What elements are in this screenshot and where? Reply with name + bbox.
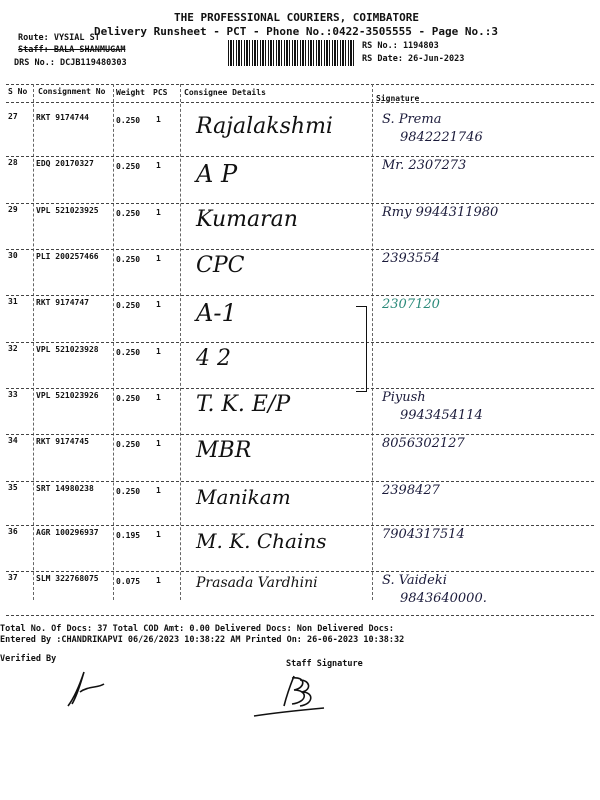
row-pcs: 1 bbox=[156, 254, 161, 263]
row-consignee-handwritten: CPC bbox=[196, 253, 245, 278]
row-signature-phone: 9943454114 bbox=[400, 408, 483, 423]
rs-date: RS Date: 26-Jun-2023 bbox=[362, 54, 465, 64]
row-pcs: 1 bbox=[156, 393, 161, 402]
row-consignee-handwritten: Kumaran bbox=[196, 207, 298, 232]
staff-label: Staff: BALA SHANMUGAM bbox=[18, 45, 126, 55]
row-sno: 36 bbox=[8, 527, 18, 536]
row-pcs: 1 bbox=[156, 347, 161, 356]
staff-signature bbox=[250, 668, 330, 720]
row-consignment-no: AGR 100296937 bbox=[36, 528, 99, 537]
rs-number: RS No.: 1194803 bbox=[362, 41, 439, 51]
row-weight: 0.250 bbox=[116, 162, 141, 171]
col-pcs: PCS bbox=[153, 88, 168, 97]
row-weight: 0.250 bbox=[116, 348, 141, 357]
row-weight: 0.250 bbox=[116, 116, 141, 125]
row-pcs: 1 bbox=[156, 115, 161, 124]
row-consignment-no: EDQ 20170327 bbox=[36, 159, 94, 168]
row-signature: 2393554 bbox=[382, 251, 440, 266]
row-divider bbox=[6, 249, 594, 250]
row-consignment-no: RKT 9174744 bbox=[36, 113, 89, 122]
row-consignee-handwritten: Rajalakshmi bbox=[196, 114, 333, 139]
row-divider bbox=[6, 203, 594, 204]
row-weight: 0.250 bbox=[116, 394, 141, 403]
row-consignee-handwritten: Manikam bbox=[196, 485, 291, 509]
row-divider bbox=[6, 388, 594, 389]
row-weight: 0.250 bbox=[116, 209, 141, 218]
row-weight: 0.075 bbox=[116, 577, 141, 586]
row-divider bbox=[6, 525, 594, 526]
row-consignee-handwritten: A-1 bbox=[196, 299, 237, 327]
row-signature-phone: 9842221746 bbox=[400, 130, 483, 145]
row-signature: Piyush bbox=[382, 390, 426, 405]
row-weight: 0.250 bbox=[116, 440, 141, 449]
verified-signature bbox=[60, 664, 110, 712]
row-consignee-handwritten: T. K. E/P bbox=[196, 392, 291, 417]
row-sno: 34 bbox=[8, 436, 18, 445]
row-sno: 37 bbox=[8, 573, 18, 582]
row-pcs: 1 bbox=[156, 161, 161, 170]
row-divider bbox=[6, 481, 594, 482]
company-title: THE PROFESSIONAL COURIERS, COIMBATORE bbox=[174, 11, 420, 24]
row-consignment-no: VPL 521023925 bbox=[36, 206, 99, 215]
staff-signature-label: Staff Signature bbox=[286, 659, 363, 669]
row-sno: 35 bbox=[8, 483, 18, 492]
row-weight: 0.250 bbox=[116, 487, 141, 496]
header-top-rule bbox=[6, 84, 594, 85]
col-consignment: Consignment No bbox=[38, 87, 106, 96]
row-signature: 2307120 bbox=[382, 297, 440, 312]
row-consignee-handwritten: 4 2 bbox=[196, 346, 231, 371]
row-signature: 8056302127 bbox=[382, 436, 465, 451]
row-divider bbox=[6, 571, 594, 572]
row-weight: 0.195 bbox=[116, 531, 141, 540]
row-signature: 7904317514 bbox=[382, 527, 465, 542]
row-consignment-no: VPL 521023926 bbox=[36, 391, 99, 400]
row-pcs: 1 bbox=[156, 208, 161, 217]
row-sno: 28 bbox=[8, 158, 18, 167]
col-sno: S No bbox=[8, 87, 28, 96]
row-divider bbox=[6, 295, 594, 296]
row-consignee-handwritten: MBR bbox=[196, 438, 252, 463]
row-consignee-handwritten: M. K. Chains bbox=[196, 529, 327, 553]
row-divider bbox=[6, 156, 594, 157]
row-divider bbox=[6, 434, 594, 435]
handwritten-bracket bbox=[356, 306, 367, 392]
row-sno: 31 bbox=[8, 297, 18, 306]
route-label: Route: VYSIAL ST bbox=[18, 33, 100, 43]
row-sno: 30 bbox=[8, 251, 18, 260]
col-signature: Signature bbox=[376, 94, 420, 103]
row-signature: S. Vaideki bbox=[382, 573, 447, 588]
row-weight: 0.250 bbox=[116, 301, 141, 310]
verified-by-label: Verified By bbox=[0, 654, 57, 664]
row-consignment-no: SLM 322768075 bbox=[36, 574, 99, 583]
footer-entered: Entered By :CHANDRIKAPVI 06/26/2023 10:38:22 AM Printed On: 26-06-2023 10:38:32 bbox=[0, 635, 405, 645]
row-consignee-handwritten: Prasada Vardhini bbox=[196, 575, 318, 591]
row-signature-phone: 9843640000. bbox=[400, 591, 487, 606]
col-weight: Weight bbox=[116, 88, 145, 97]
col-consignee: Consignee Details bbox=[184, 88, 266, 97]
row-sno: 29 bbox=[8, 205, 18, 214]
row-consignment-no: SRT 14980238 bbox=[36, 484, 94, 493]
runsheet-subtitle: Delivery Runsheet - PCT - Phone No.:0422-3505555 - Page No.:3 bbox=[94, 25, 498, 38]
barcode bbox=[228, 40, 356, 66]
row-consignee-handwritten: A P bbox=[196, 160, 238, 188]
row-consignment-no: PLI 200257466 bbox=[36, 252, 99, 261]
footer-totals: Total No. Of Docs: 37 Total COD Amt: 0.00 Delivered Docs: Non Delivered Docs: bbox=[0, 624, 395, 634]
row-divider bbox=[6, 342, 594, 343]
row-consignment-no: VPL 521023928 bbox=[36, 345, 99, 354]
row-pcs: 1 bbox=[156, 530, 161, 539]
row-consignment-no: RKT 9174745 bbox=[36, 437, 89, 446]
row-pcs: 1 bbox=[156, 486, 161, 495]
drs-number: DRS No.: DCJB119480303 bbox=[14, 58, 127, 68]
row-pcs: 1 bbox=[156, 300, 161, 309]
header-bottom-rule bbox=[6, 102, 594, 103]
row-pcs: 1 bbox=[156, 576, 161, 585]
row-weight: 0.250 bbox=[116, 255, 141, 264]
row-signature: Rmy 9944311980 bbox=[382, 205, 499, 220]
row-signature: Mr. 2307273 bbox=[382, 158, 467, 173]
row-signature: 2398427 bbox=[382, 483, 440, 498]
row-signature: S. Prema bbox=[382, 112, 442, 127]
row-consignment-no: RKT 9174747 bbox=[36, 298, 89, 307]
row-sno: 32 bbox=[8, 344, 18, 353]
row-sno: 27 bbox=[8, 112, 18, 121]
row-divider bbox=[6, 615, 594, 616]
row-pcs: 1 bbox=[156, 439, 161, 448]
row-sno: 33 bbox=[8, 390, 18, 399]
